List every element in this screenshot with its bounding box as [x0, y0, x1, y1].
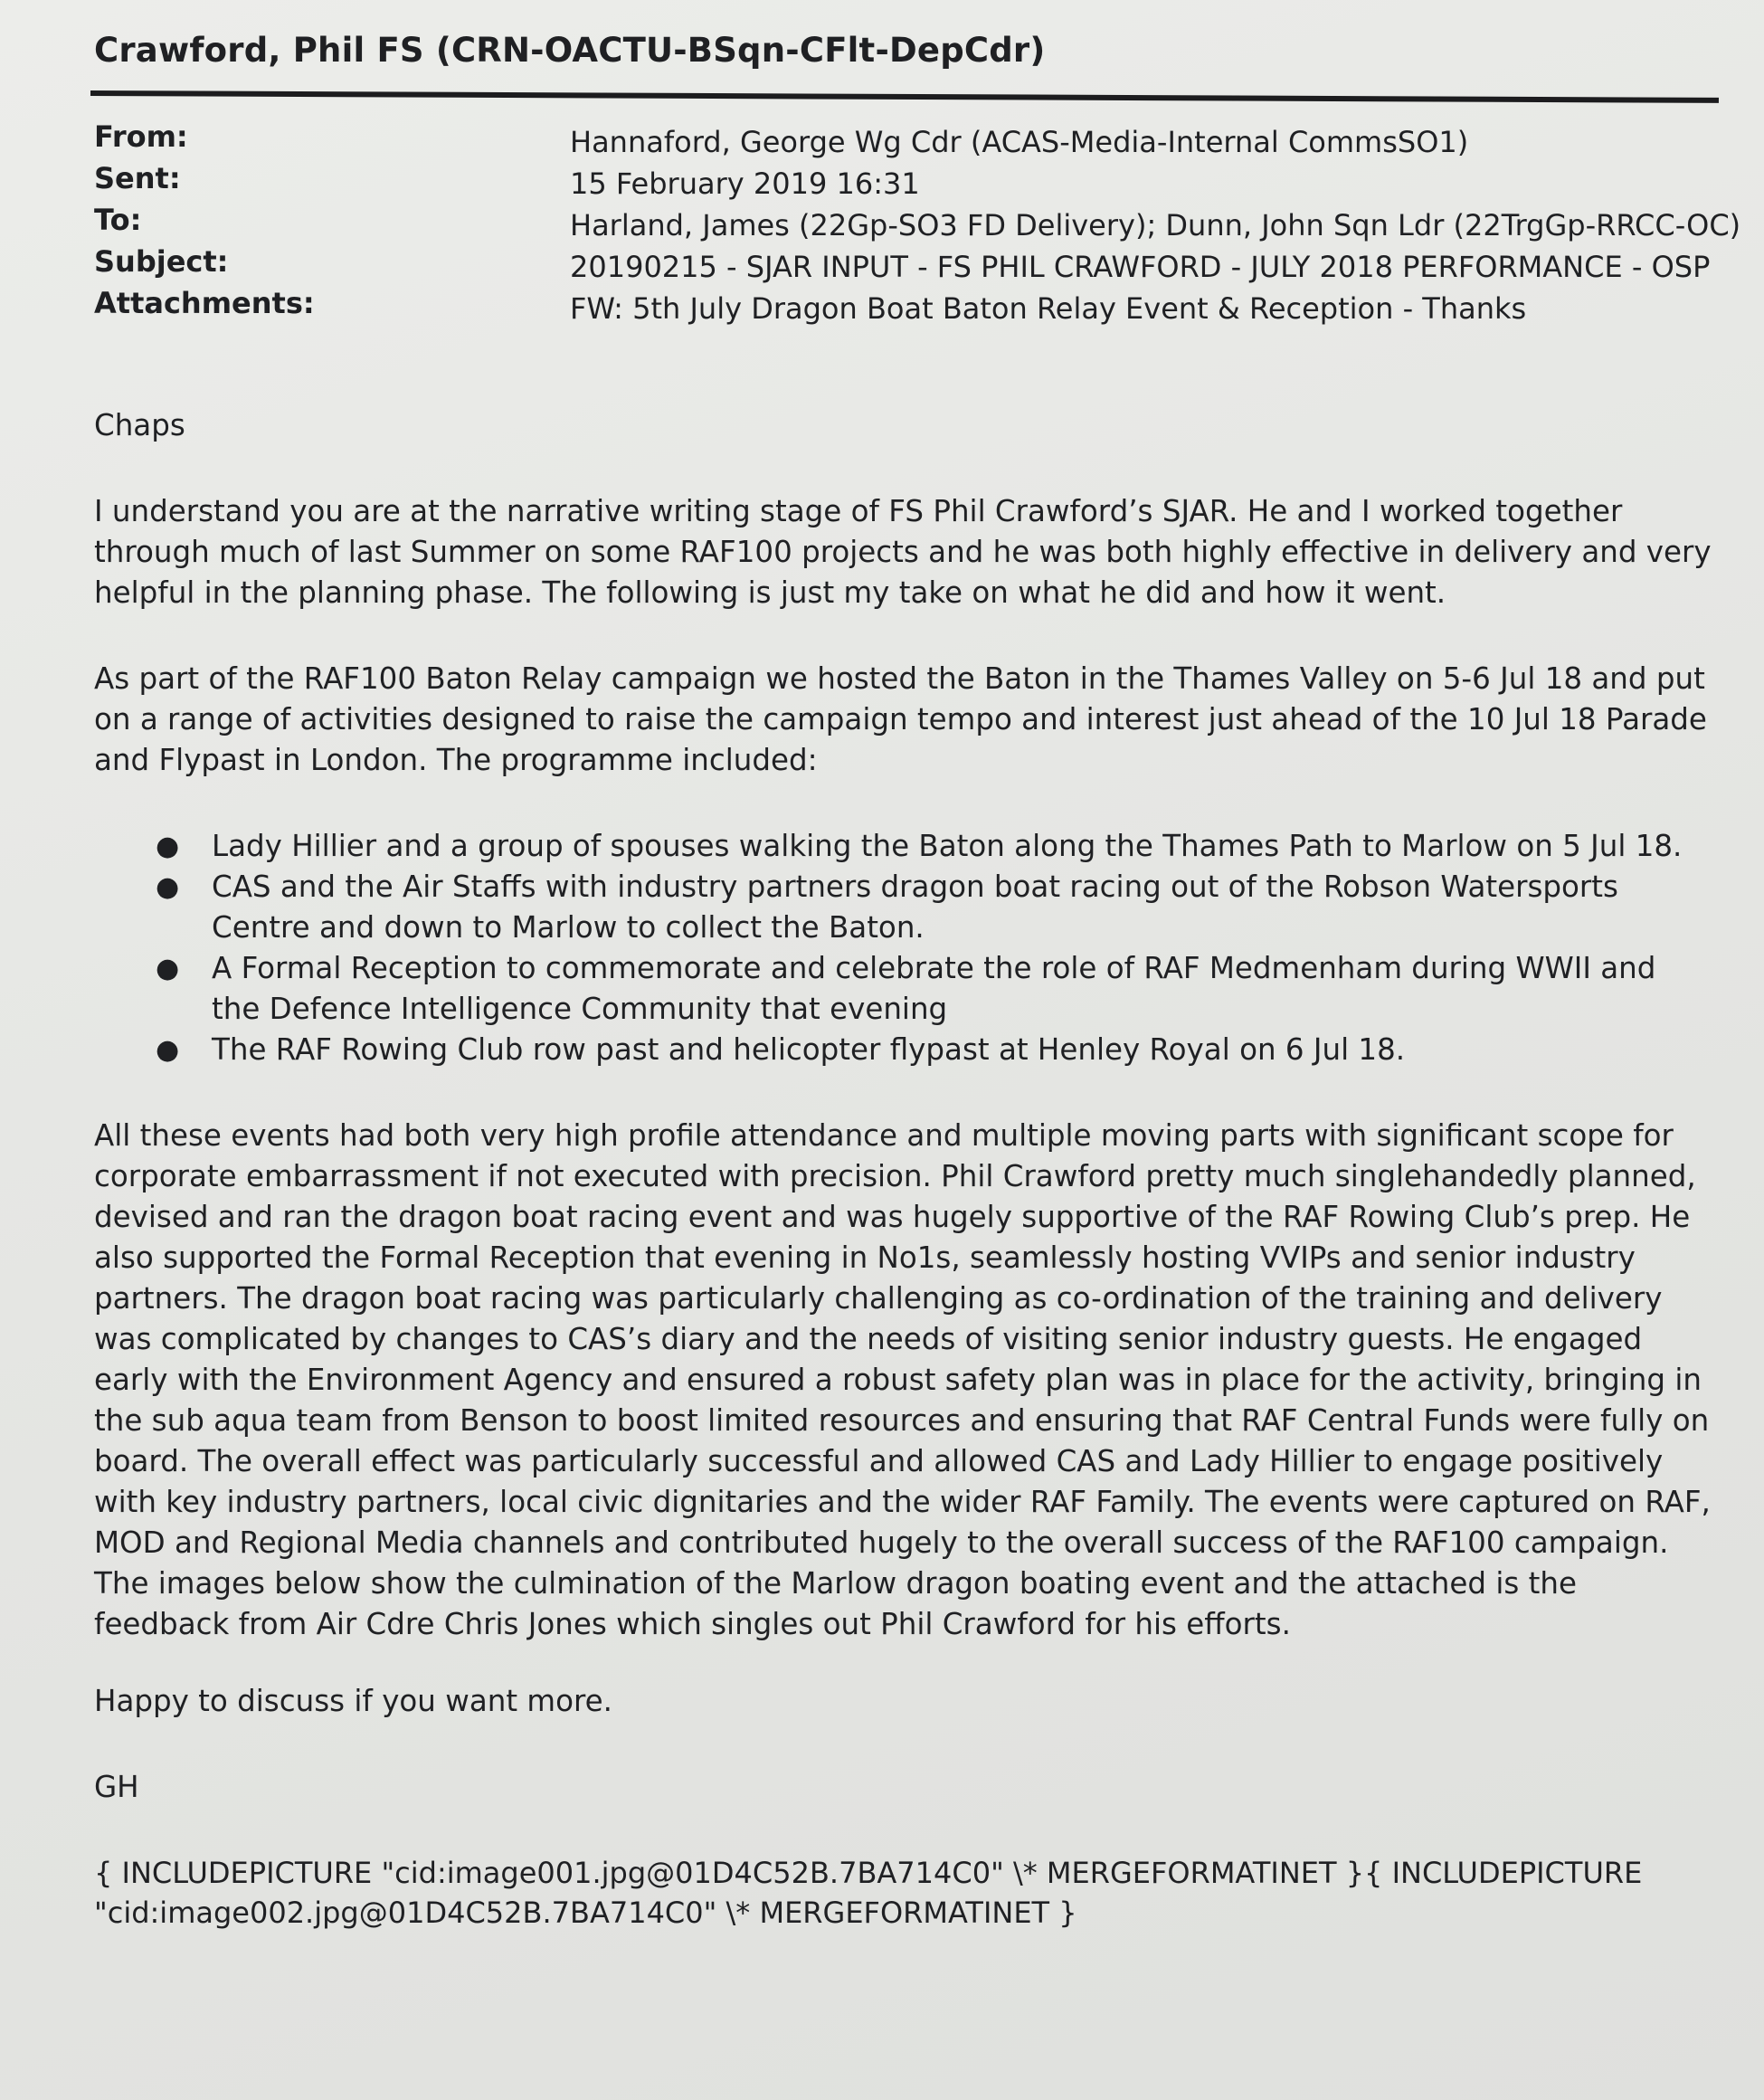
email-header: [94, 116, 1741, 326]
header-row-from: [94, 116, 1704, 157]
list-item: [156, 867, 1713, 948]
from-label: From:: [94, 119, 188, 154]
header-row-sent: [94, 157, 1704, 199]
title-divider: [90, 90, 1719, 103]
email-body: [94, 405, 1713, 1978]
bullet-icon: ●: [156, 871, 180, 903]
to-label: To:: [94, 203, 142, 237]
attachments-value: FW: 5th July Dragon Boat Baton Relay Event & Reception - Thanks: [570, 291, 1527, 326]
list-item-text: A Formal Reception to commemorate and celebrate the role of RAF Medmenham during WWII and the Defence Intelligence Community that evening: [212, 951, 1656, 1026]
signature: GH: [94, 1770, 139, 1804]
programme-list: [94, 826, 1713, 1070]
list-item-text: The RAF Rowing Club row past and helicopter flypast at Henley Royal on 6 Jul 18.: [212, 1032, 1406, 1067]
list-item-text: CAS and the Air Staffs with industry partners dragon boat racing out of the Robson Watersports Centre and down to Marlow to collect the Baton.: [212, 869, 1618, 945]
list-item: [156, 826, 1713, 867]
from-value: Hannaford, George Wg Cdr (ACAS-Media-Internal CommsSO1): [570, 125, 1469, 159]
closing-line: Happy to discuss if you want more.: [94, 1684, 612, 1718]
list-item-text: Lady Hillier and a group of spouses walking the Baton along the Thames Path to Marlow on 5 Jul 18.: [212, 829, 1683, 863]
sent-label: Sent:: [94, 161, 181, 195]
bullet-icon: ●: [156, 1034, 180, 1066]
greeting: Chaps: [94, 408, 185, 442]
header-row-attachments: [94, 282, 1704, 324]
include-picture-field-code: { INCLUDEPICTURE "cid:image001.jpg@01D4C52B.7BA714C0" \* MERGEFORMATINET }{ INCLUDEPICTURE "cid:image002.jpg@01D4C52B.7BA714C0" \* MERGEFORMATINET }: [94, 1856, 1643, 1930]
document-title: Crawford, Phil FS (CRN-OACTU-BSqn-CFlt-DepCdr): [94, 31, 1046, 70]
to-value: Harland, James (22Gp-SO3 FD Delivery); Dunn, John Sqn Ldr (22TrgGp-RRCC-OC): [570, 208, 1741, 242]
subject-label: Subject:: [94, 244, 229, 279]
bullet-icon: ●: [156, 953, 180, 984]
header-row-to: [94, 199, 1741, 242]
header-row-subject: [94, 241, 1711, 284]
list-item: [156, 948, 1713, 1030]
paragraph-programme: As part of the RAF100 Baton Relay campaign we hosted the Baton in the Thames Valley on 5-6 Jul 18 and put on a range of activities designed to raise the campaign tempo and interest just ahead of the 10 Jul 18 Parade and Flypast in London. The programme included:: [94, 661, 1707, 777]
paragraph-assessment: All these events had both very high profile attendance and multiple moving parts with significant scope for corporate embarrassment if not executed with precision. Phil Crawford pretty much singlehandedly planned, devised and ran the dragon boat racing event and was hugely supportive of the RAF Rowing Club’s prep. He also supported the Formal Reception that evening in No1s, seamlessly hosting VVIPs and senior industry partners. The dragon boat racing was particularly challenging as co-ordination of the training and delivery was complicated by changes to CAS’s diary and the needs of visiting senior industry guests. He engaged early with the Environment Agency and ensured a robust safety plan was in place for the activity, bringing in the sub aqua team from Benson to boost limited resources and ensuring that RAF Central Funds were fully on board. The overall effect was particularly successful and allowed CAS and Lady Hillier to engage positively with key industry partners, local civic dignitaries and the wider RAF Family. The events were captured on RAF, MOD and Regional Media channels and contributed hugely to the overall success of the RAF100 campaign. The images below show the culmination of the Marlow dragon boating event and the attached is the feedback from Air Cdre Chris Jones which singles out Phil Crawford for his efforts.: [94, 1118, 1711, 1641]
attachments-label: Attachments:: [94, 286, 315, 320]
list-item: [156, 1030, 1713, 1070]
bullet-icon: ●: [156, 831, 180, 862]
paragraph-intro: I understand you are at the narrative writing stage of FS Phil Crawford’s SJAR. He and I worked together through much of last Summer on some RAF100 projects and he was both highly effective in delivery and very helpful in the planning phase. The following is just my take on what he did and how it went.: [94, 494, 1712, 610]
sent-value: 15 February 2019 16:31: [570, 166, 920, 201]
subject-value: 20190215 - SJAR INPUT - FS PHIL CRAWFORD - JULY 2018 PERFORMANCE - OSP: [570, 250, 1711, 284]
